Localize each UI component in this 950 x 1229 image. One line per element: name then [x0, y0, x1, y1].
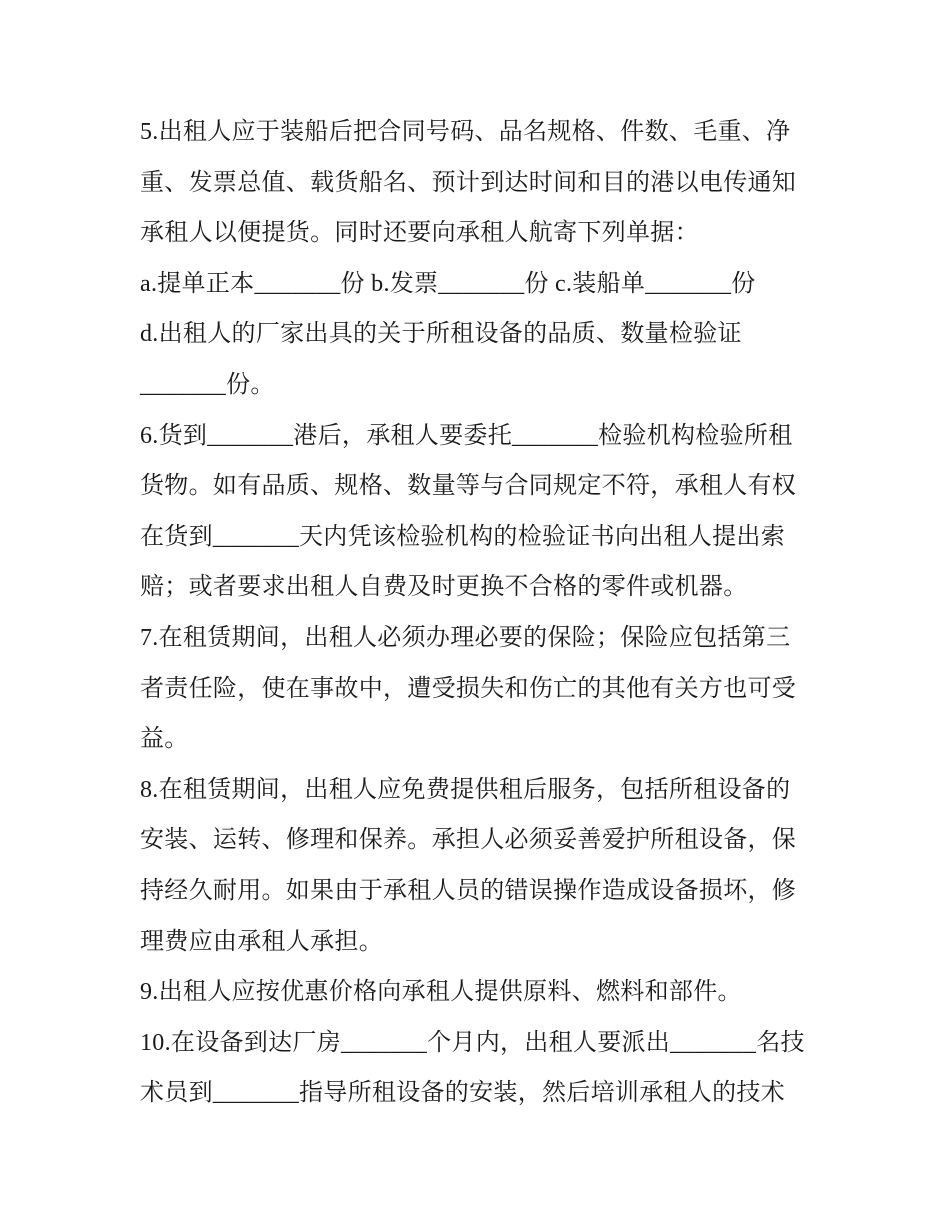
text-line: 8.在租赁期间，出租人应免费提供租后服务，包括所租设备的 [140, 776, 791, 803]
text-line: d.出租人的厂家出具的关于所租设备的品质、数量检验证 [140, 321, 742, 348]
text-line: _______份。 [140, 371, 275, 398]
text-line: 益。 [140, 726, 189, 753]
text-line: a.提单正本_______份 b.发票_______份 c.装船单_______份 [140, 270, 756, 297]
text-line: 10.在设备到达厂房_______个月内，出租人要派出_______名技 [140, 1029, 805, 1056]
text-line: 在货到_______天内凭该检验机构的检验证书向出租人提出索 [140, 523, 785, 550]
text-line: 安装、运转、修理和保养。承担人必须妥善爱护所租设备，保 [140, 827, 797, 854]
text-line: 术员到_______指导所租设备的安装，然后培训承租人的技术 [140, 1080, 785, 1107]
text-line: 承租人以便提货。同时还要向承租人航寄下列单据： [140, 220, 699, 247]
text-line: 持经久耐用。如果由于承租人员的错误操作造成设备损坏，修 [140, 877, 797, 904]
contract-text-body [140, 107, 820, 1119]
text-line: 货物。如有品质、规格、数量等与合同规定不符，承租人有权 [140, 473, 797, 500]
text-line: 者责任险，使在事故中，遭受损失和伤亡的其他有关方也可受 [140, 675, 797, 702]
text-line: 重、发票总值、载货船名、预计到达时间和目的港以电传通知 [140, 169, 797, 196]
text-line: 6.货到_______港后，承租人要委托_______检验机构检验所租 [140, 422, 793, 449]
text-line: 赔；或者要求出租人自费及时更换不合格的零件或机器。 [140, 574, 748, 601]
text-line: 9.出租人应按优惠价格向承租人提供原料、燃料和部件。 [140, 979, 742, 1006]
text-line: 理费应由承租人承担。 [140, 928, 383, 955]
text-line: 5.出租人应于装船后把合同号码、品名规格、件数、毛重、净 [140, 119, 791, 145]
text-line: 7.在租赁期间，出租人必须办理必要的保险；保险应包括第三 [140, 624, 791, 651]
